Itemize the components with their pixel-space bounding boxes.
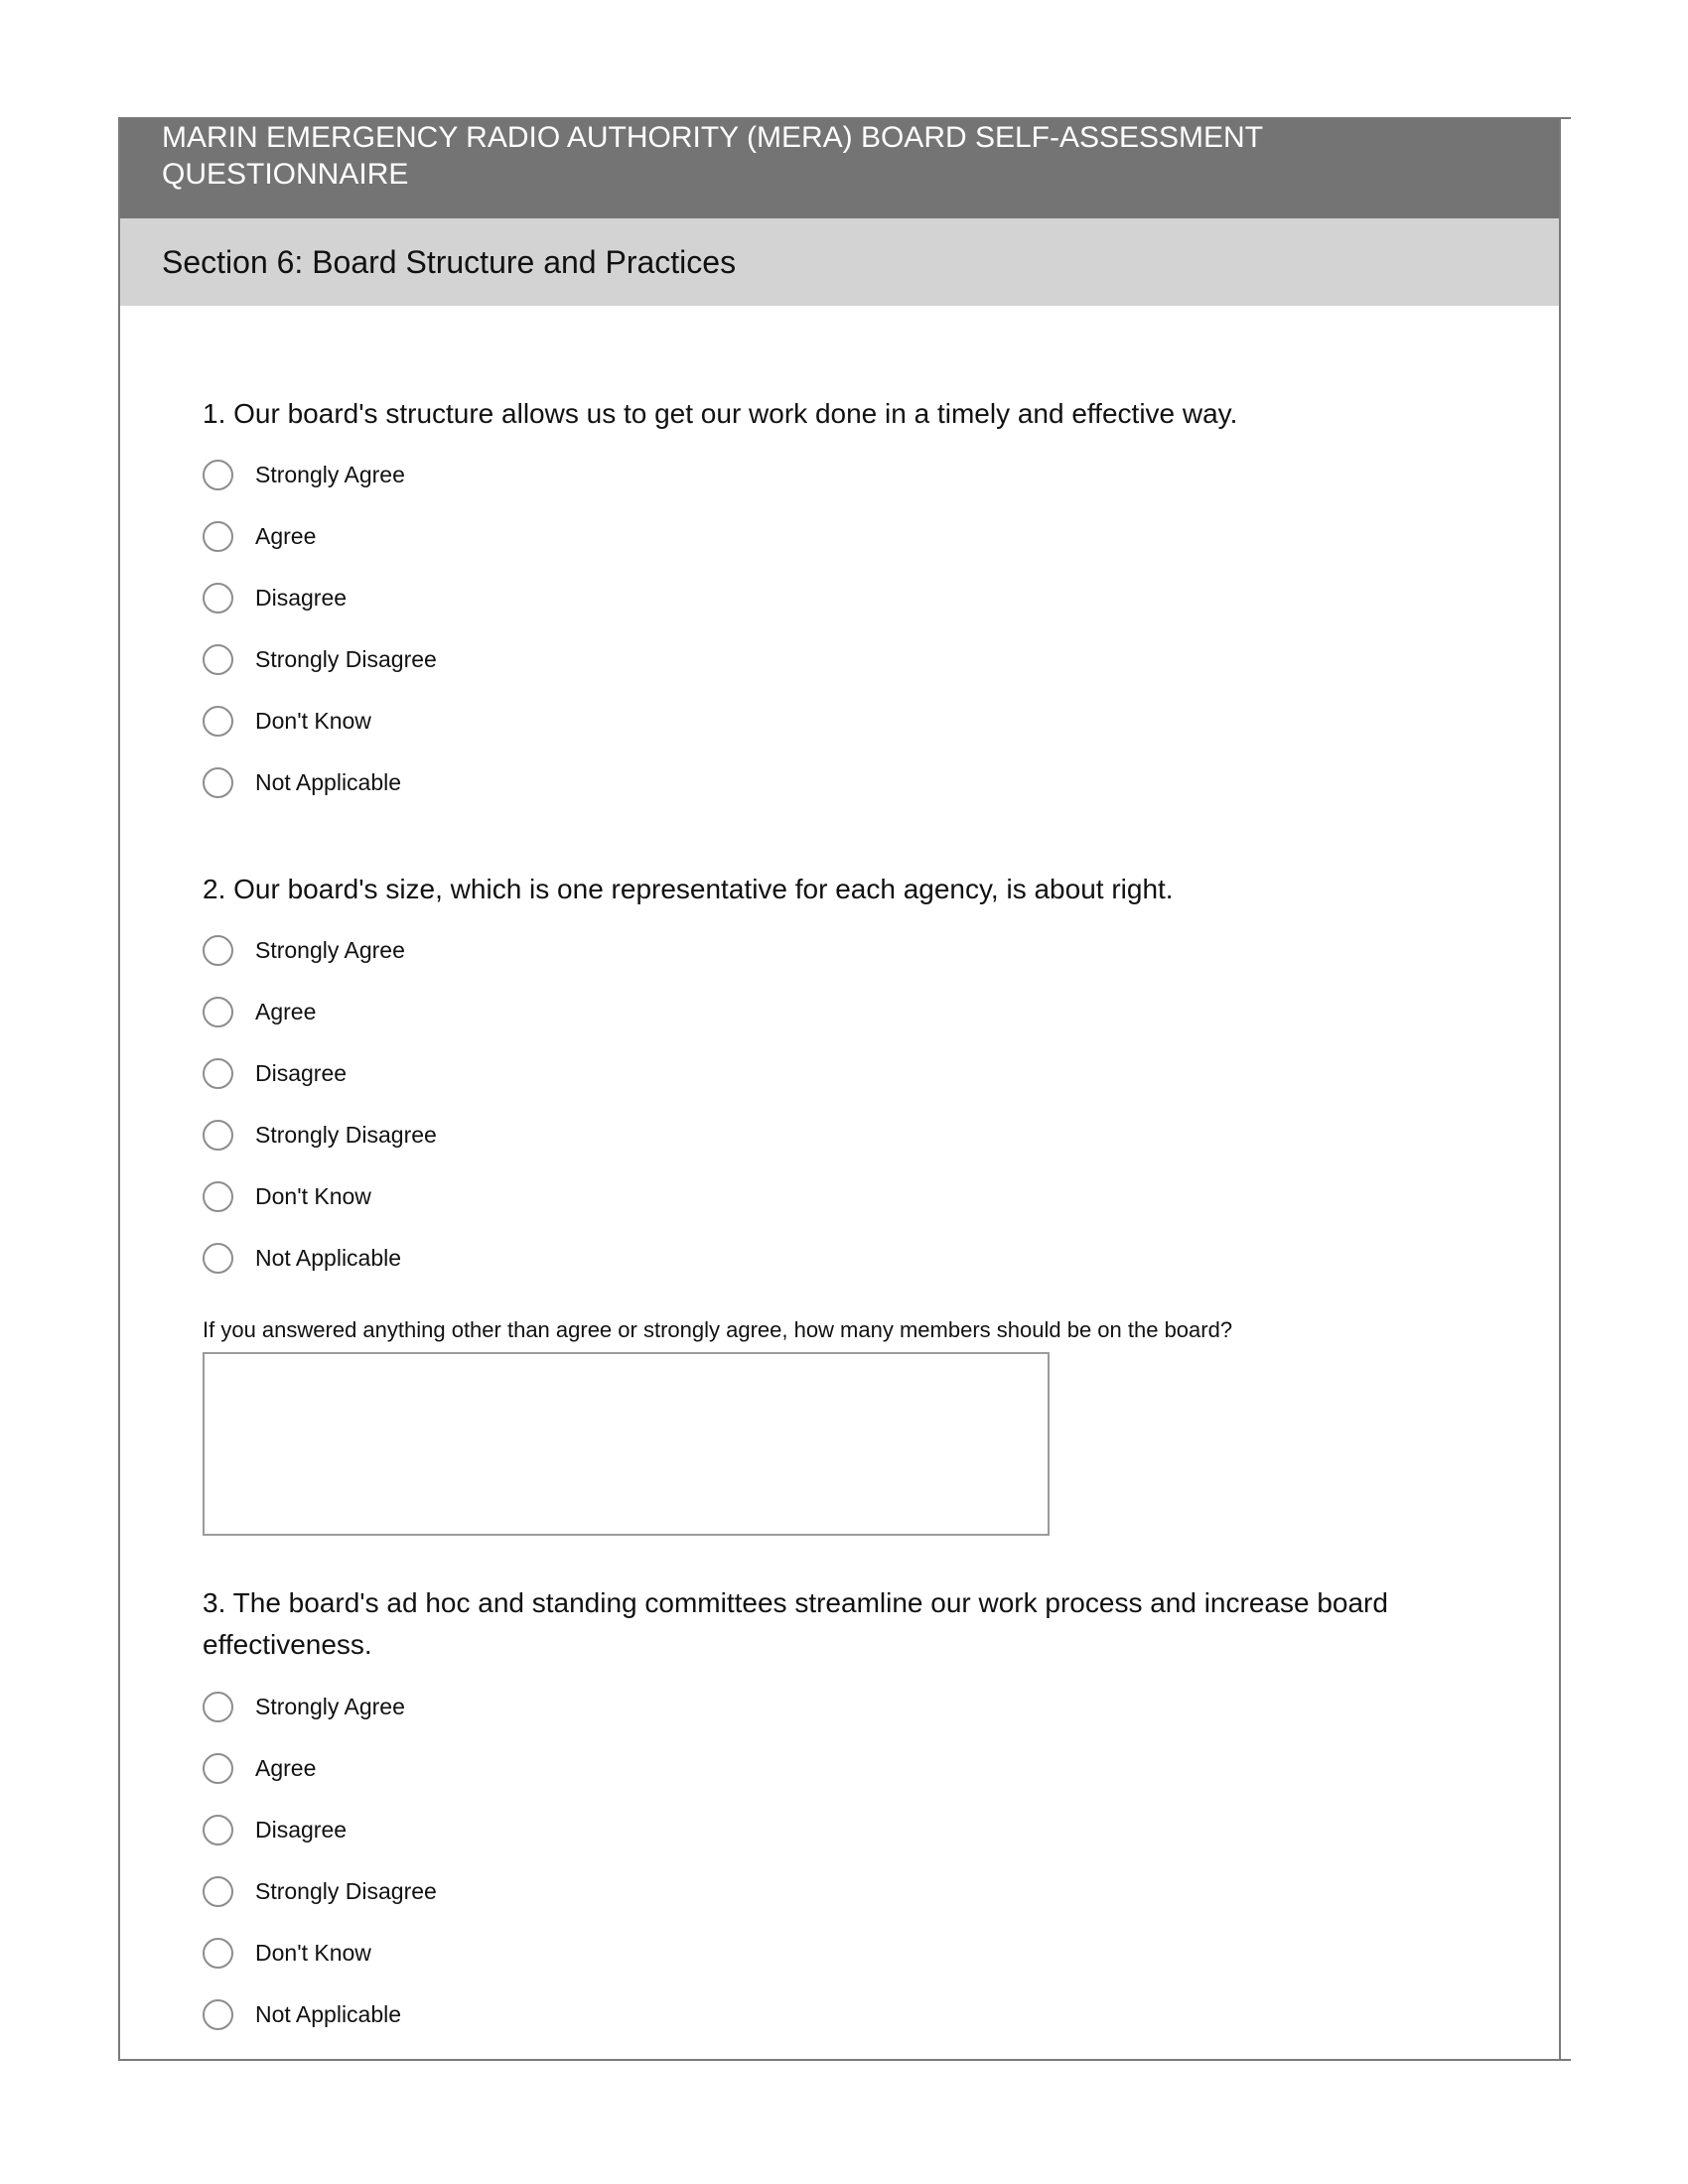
question-3-number: 3. — [203, 1587, 226, 1618]
question-3-option-dont-know[interactable] — [203, 1935, 371, 1971]
question-2-option-dont-know[interactable] — [203, 1178, 371, 1214]
option-label: Strongly Agree — [255, 937, 405, 963]
radio-button[interactable] — [203, 521, 233, 552]
radio-button[interactable] — [203, 1815, 233, 1845]
question-2 — [203, 869, 1454, 910]
question-1-text: Our board's structure allows us to get our work done in a timely and effective way. — [233, 398, 1238, 429]
option-label: Not Applicable — [255, 2001, 402, 2027]
question-1-option-dont-know[interactable] — [203, 703, 371, 739]
option-label: Disagree — [255, 1060, 348, 1086]
question-3-text: The board's ad hoc and standing committees streamline our work process and increase board effectiveness. — [203, 1587, 1388, 1660]
radio-button[interactable] — [203, 1058, 233, 1089]
option-label: Strongly Disagree — [255, 646, 437, 672]
question-2-text: Our board's size, which is one representative for each agency, is about right. — [233, 874, 1174, 904]
question-1-option-agree[interactable] — [203, 518, 316, 554]
option-label: Disagree — [255, 1817, 348, 1843]
question-1-option-disagree[interactable] — [203, 580, 347, 615]
radio-button[interactable] — [203, 1938, 233, 1969]
option-label: Agree — [255, 1755, 317, 1781]
radio-button[interactable] — [203, 767, 233, 798]
form-title: MARIN EMERGENCY RADIO AUTHORITY (MERA) BOARD SELF-ASSESSMENT QUESTIONNAIRE — [162, 121, 1263, 191]
option-label: Strongly Agree — [255, 462, 405, 487]
question-3 — [203, 1582, 1454, 1666]
question-3-option-strongly-disagree[interactable] — [203, 1873, 437, 1909]
section-header — [120, 218, 1559, 306]
option-label: Not Applicable — [255, 1245, 402, 1271]
question-1-option-not-applicable[interactable] — [203, 764, 401, 800]
radio-button[interactable] — [203, 1753, 233, 1784]
option-label: Agree — [255, 523, 317, 549]
radio-button[interactable] — [203, 460, 233, 490]
question-3-option-agree[interactable] — [203, 1750, 316, 1786]
option-label: Don't Know — [255, 708, 371, 734]
question-2-number: 2. — [203, 874, 226, 904]
board-size-answer-field[interactable] — [203, 1352, 1050, 1536]
frame-corner-mark-top — [1559, 117, 1571, 119]
question-1-option-strongly-agree[interactable] — [203, 457, 405, 492]
board-size-followup-label: If you answered anything other than agree or strongly agree, how many members should be on the board? — [203, 1317, 1233, 1342]
question-2-option-agree[interactable] — [203, 994, 316, 1029]
radio-button[interactable] — [203, 997, 233, 1027]
option-label: Strongly Agree — [255, 1694, 405, 1719]
radio-button[interactable] — [203, 935, 233, 966]
option-label: Don't Know — [255, 1940, 371, 1966]
option-label: Don't Know — [255, 1183, 371, 1209]
question-2-option-disagree[interactable] — [203, 1055, 347, 1091]
question-3-option-strongly-agree[interactable] — [203, 1689, 405, 1724]
radio-button[interactable] — [203, 583, 233, 614]
radio-button[interactable] — [203, 706, 233, 737]
radio-button[interactable] — [203, 1181, 233, 1212]
radio-button[interactable] — [203, 644, 233, 675]
question-2-option-strongly-agree[interactable] — [203, 932, 405, 968]
option-label: Disagree — [255, 585, 348, 611]
radio-button[interactable] — [203, 1243, 233, 1274]
question-1-option-strongly-disagree[interactable] — [203, 641, 437, 677]
section-title: Section 6: Board Structure and Practices — [162, 244, 737, 280]
question-3-option-disagree[interactable] — [203, 1812, 347, 1847]
option-label: Not Applicable — [255, 769, 402, 795]
question-3-option-not-applicable[interactable] — [203, 1996, 401, 2032]
question-2-option-strongly-disagree[interactable] — [203, 1117, 437, 1153]
option-label: Strongly Disagree — [255, 1878, 437, 1904]
question-2-option-not-applicable[interactable] — [203, 1240, 401, 1276]
option-label: Agree — [255, 999, 317, 1024]
frame-corner-mark-bottom — [1559, 2059, 1571, 2061]
form-title-bar — [120, 119, 1559, 218]
option-label: Strongly Disagree — [255, 1122, 437, 1148]
radio-button[interactable] — [203, 1120, 233, 1151]
question-1 — [203, 393, 1454, 435]
radio-button[interactable] — [203, 1999, 233, 2030]
radio-button[interactable] — [203, 1692, 233, 1722]
question-1-number: 1. — [203, 398, 226, 429]
radio-button[interactable] — [203, 1876, 233, 1907]
